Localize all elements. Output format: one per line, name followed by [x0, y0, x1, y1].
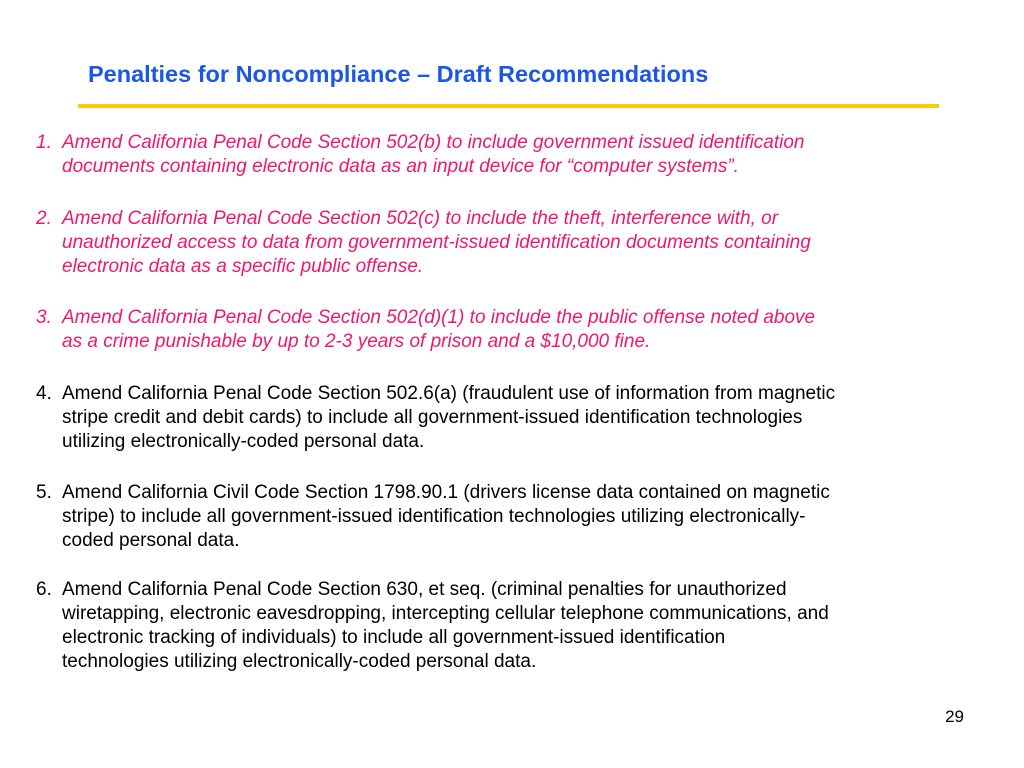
item-4-number: 4. — [36, 383, 52, 404]
item-4-line-3: utilizing electronically-coded personal data. — [62, 431, 425, 452]
item-6-line-2: wiretapping, electronic eavesdropping, intercepting cellular telephone communications, and — [62, 603, 829, 624]
item-2-line-3: electronic data as a specific public offense. — [62, 256, 424, 277]
recommendation-item-3 — [36, 306, 996, 354]
item-3-line-1: Amend California Penal Code Section 502(d)(1) to include the public offense noted above — [62, 307, 816, 328]
recommendation-item-5 — [36, 481, 996, 553]
item-6-first-line — [36, 578, 996, 602]
item-2-line-1: Amend California Penal Code Section 502(c) to include the theft, interference with, or — [62, 208, 779, 229]
item-1-line-2: documents containing electronic data as an input device for “computer systems”. — [62, 156, 739, 177]
item-5-line-1: Amend California Civil Code Section 1798.90.1 (drivers license data contained on magnetic — [62, 482, 830, 503]
item-6-line-4: technologies utilizing electronically-coded personal data. — [62, 651, 537, 672]
item-3-number: 3. — [36, 307, 52, 328]
recommendation-item-1 — [36, 131, 996, 179]
item-3-line-2: as a crime punishable by up to 2-3 years of prison and a $10,000 fine. — [62, 331, 651, 352]
item-4-line-2: stripe credit and debit cards) to include all government-issued identification technologies — [62, 407, 803, 428]
item-5-first-line — [36, 481, 996, 505]
item-1-number: 1. — [36, 132, 52, 153]
item-2-first-line — [36, 207, 996, 231]
slide-title: Penalties for Noncompliance – Draft Recommendations — [88, 61, 709, 87]
item-2-line-2: unauthorized access to data from government-issued identification documents containing — [62, 232, 811, 253]
item-6-line-1: Amend California Penal Code Section 630, et seq. (criminal penalties for unauthorized — [62, 579, 787, 600]
item-2-number: 2. — [36, 208, 52, 229]
item-5-line-2: stripe) to include all government-issued identification technologies utilizing electronically- — [62, 506, 806, 527]
item-6-line-3: electronic tracking of individuals) to include all government-issued identification — [62, 627, 726, 648]
item-1-line-1: Amend California Penal Code Section 502(b) to include government issued identification — [62, 132, 805, 153]
item-5-line-3: coded personal data. — [62, 530, 240, 551]
recommendation-item-4 — [36, 382, 996, 454]
title-underline-rule — [78, 104, 939, 108]
item-6-number: 6. — [36, 579, 52, 600]
item-5-number: 5. — [36, 482, 52, 503]
item-4-first-line — [36, 382, 996, 406]
page-number: 29 — [945, 707, 964, 726]
item-4-line-1: Amend California Penal Code Section 502.6(a) (fraudulent use of information from magnetic — [62, 383, 836, 404]
recommendation-item-2 — [36, 207, 996, 279]
recommendation-item-6 — [36, 578, 996, 674]
item-1-first-line — [36, 131, 996, 155]
item-3-first-line — [36, 306, 996, 330]
